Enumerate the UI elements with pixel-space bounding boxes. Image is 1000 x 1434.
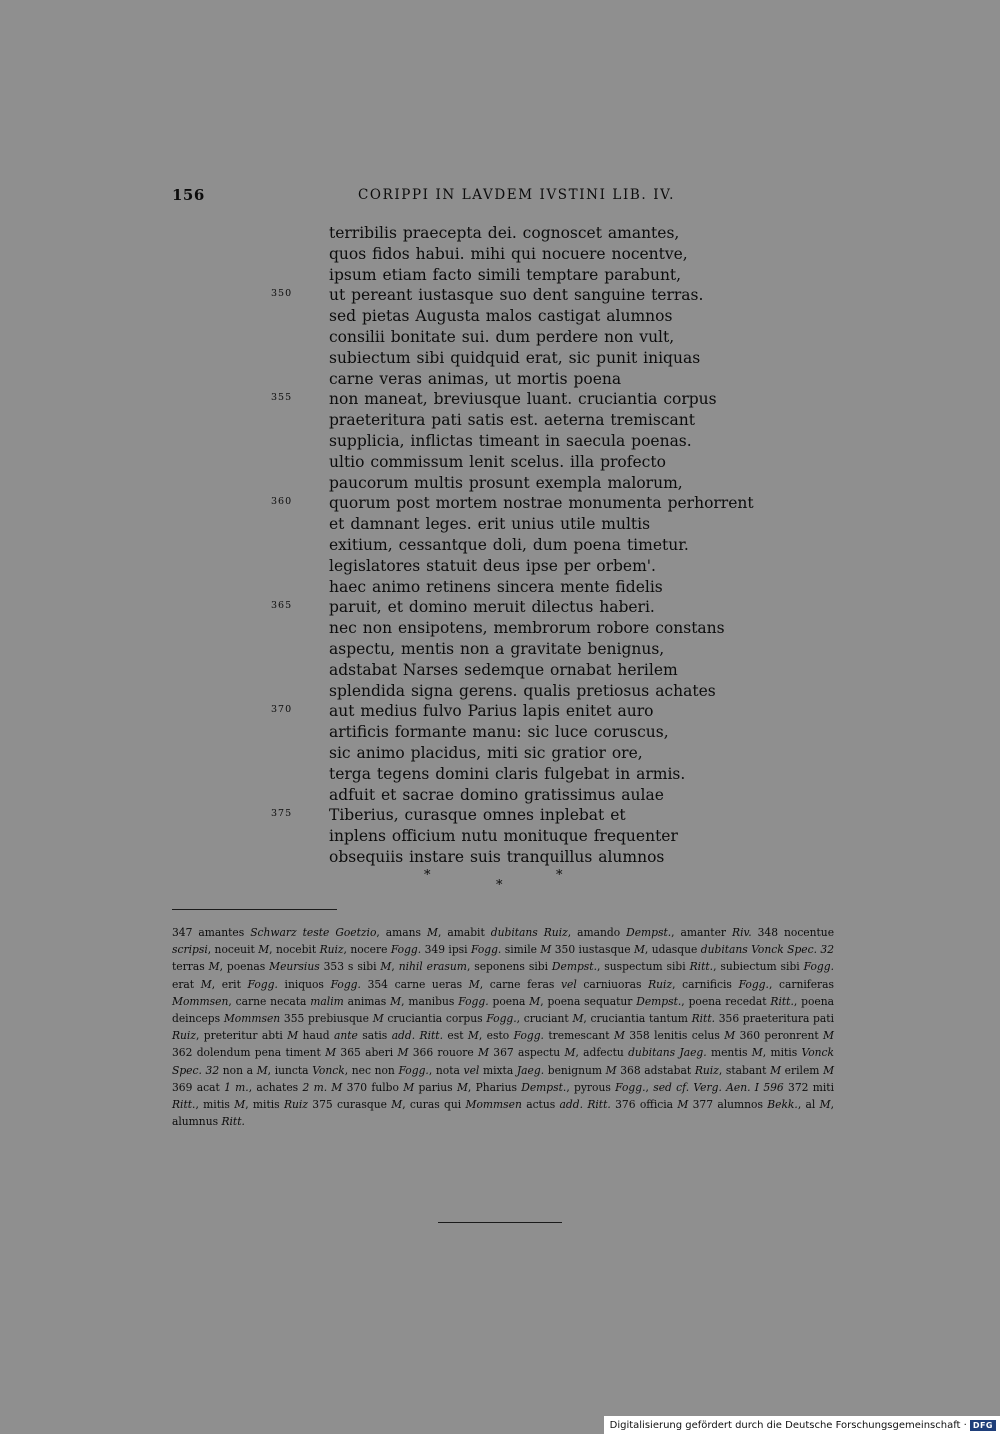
apparatus-segment: , carnificis (672, 977, 739, 991)
apparatus-siglum: M (456, 1080, 468, 1094)
verse-line (0, 764, 1000, 785)
apparatus-siglum: Vonck (312, 1063, 345, 1077)
verse-text: Tiberius, curasque omnes inplebat et (329, 806, 626, 825)
apparatus-segment: 355 prebiusque (280, 1012, 373, 1026)
verse-line (0, 618, 1000, 639)
apparatus-segment: , amabit (437, 926, 491, 939)
apparatus-siglum: Fogg. (486, 1012, 517, 1026)
verse-line (0, 223, 1000, 244)
verse-number: 350 (271, 288, 293, 300)
verse-text: aspectu, mentis non a gravitate benignus, (329, 639, 665, 658)
verse-text: artificis formante manu: sic luce coruscus, (329, 723, 669, 742)
apparatus-segment: 366 rouore (408, 1046, 479, 1060)
apparatus-segment: 365 aberi (336, 1046, 398, 1060)
apparatus-siglum: M (397, 1046, 409, 1060)
apparatus-segment: 377 alumnos (688, 1098, 768, 1112)
asterisk: * (556, 868, 563, 883)
apparatus-siglum: Riv. (732, 926, 752, 939)
apparatus-segment: , poena deinceps (172, 994, 834, 1026)
apparatus-segment: , pyrous (566, 1080, 616, 1094)
verse-number: 360 (271, 496, 293, 508)
verse-text: non maneat, breviusque luant. cruciantia corpus (329, 390, 717, 409)
verse-line (0, 493, 1000, 514)
verse-line (0, 785, 1000, 806)
apparatus-segment: mixta (479, 1063, 517, 1077)
apparatus-segment: , nocere (343, 943, 391, 957)
verse-text: praeteritura pati satis est. aeterna tremiscant (329, 411, 695, 430)
footnote-rule (172, 909, 337, 910)
apparatus-siglum: sed cf. Verg. Aen. I 596 (653, 1080, 784, 1094)
asterisk: * (424, 868, 431, 883)
apparatus-siglum: Mommsen (172, 994, 229, 1008)
apparatus-siglum: 2 m. M (302, 1080, 343, 1094)
apparatus-siglum: Ritt. (172, 1098, 196, 1112)
apparatus-segment: , erit (211, 977, 248, 991)
apparatus-siglum: add. Ritt. (391, 1029, 443, 1043)
apparatus-segment: , (645, 1080, 654, 1094)
apparatus-siglum: Fogg. (398, 1063, 429, 1077)
digitization-banner (604, 1416, 1000, 1434)
verse-number: 375 (271, 808, 293, 820)
apparatus-siglum: M (390, 994, 402, 1008)
apparatus-segment: 358 lenitis celus (624, 1029, 725, 1043)
apparatus-segment: , carne feras (479, 977, 561, 991)
verse-number: 370 (271, 704, 293, 716)
apparatus-segment: , poena sequatur (540, 994, 637, 1008)
end-rule (438, 1222, 562, 1223)
verse-text: haec animo retinens sincera mente fidelis (329, 577, 663, 596)
apparatus-siglum: M (751, 1046, 763, 1060)
verse-line (0, 431, 1000, 452)
verse-text: ipsum etiam facto simili temptare parabunt, (329, 265, 682, 284)
verse-line (0, 805, 1000, 826)
verse-text: splendida signa gerens. qualis pretiosus achates (329, 681, 716, 700)
apparatus-segment: , carne necata (228, 994, 311, 1008)
apparatus-segment: iniquos (277, 977, 331, 991)
apparatus-segment: , poena recedat (681, 994, 771, 1008)
apparatus-siglum: M (605, 1063, 617, 1077)
apparatus-siglum: Dempst. (626, 926, 672, 939)
verse-text: legislatores statuit deus ipse per orbem'. (329, 556, 656, 575)
apparatus-siglum: Ritt. (221, 1115, 245, 1129)
verse-line (0, 265, 1000, 286)
apparatus-siglum: Ritt. (689, 960, 714, 974)
apparatus-siglum: dubitans Ruiz (490, 926, 568, 939)
apparatus-siglum: Fogg. (390, 943, 422, 957)
apparatus-siglum: vel (463, 1063, 480, 1077)
apparatus-siglum: Schwarz teste Goetzio (250, 926, 377, 939)
apparatus-segment: , achates (248, 1080, 303, 1094)
apparatus-siglum: M (325, 1046, 337, 1060)
verse-text: terga tegens domini claris fulgebat in armis. (329, 764, 686, 783)
apparatus-segment: , cruciant (516, 1012, 573, 1026)
apparatus-segment: 360 peronrent (735, 1029, 824, 1043)
verse-line (0, 389, 1000, 410)
apparatus-siglum: M (823, 1063, 835, 1077)
apparatus-siglum: M (403, 1080, 415, 1094)
apparatus-segment: , suspectum sibi (596, 960, 690, 974)
apparatus-segment: est (443, 1029, 468, 1043)
apparatus-segment: , Pharius (467, 1080, 522, 1094)
apparatus-segment: , stabant (718, 1063, 771, 1077)
verse-line (0, 722, 1000, 743)
apparatus-siglum: M (770, 1063, 782, 1077)
apparatus-segment: , manibus (401, 994, 459, 1008)
running-head: CORIPPI IN LAVDEM IVSTINI LIB. IV. (358, 187, 676, 203)
apparatus-siglum: M (234, 1098, 246, 1112)
critical-apparatus (172, 924, 834, 1130)
verse-line (0, 473, 1000, 494)
verse-line (0, 660, 1000, 681)
verse-text: quos fidos habui. mihi qui nocuere nocentve, (329, 244, 688, 263)
verse-line (0, 681, 1000, 702)
apparatus-siglum: M (372, 1012, 384, 1026)
apparatus-siglum: Ritt. (770, 994, 794, 1008)
apparatus-segment: , alumnus (172, 1098, 834, 1129)
apparatus-siglum: M (468, 977, 480, 991)
apparatus-siglum: Fogg. (803, 960, 834, 974)
apparatus-segment: , amando (567, 926, 627, 939)
apparatus-segment: 370 fulbo (342, 1080, 404, 1094)
apparatus-siglum: M (380, 960, 392, 974)
apparatus-siglum: M (258, 943, 270, 957)
verse-line (0, 452, 1000, 473)
apparatus-siglum: Jaeg. (516, 1063, 545, 1077)
apparatus-segment: , noceuit (207, 943, 259, 957)
verse-line (0, 514, 1000, 535)
verse-number: 365 (271, 600, 293, 612)
verse-block (0, 223, 1000, 868)
apparatus-siglum: M (633, 943, 645, 957)
apparatus-siglum: M (208, 960, 220, 974)
apparatus-siglum: vel (560, 977, 577, 991)
verse-line (0, 369, 1000, 390)
apparatus-siglum: scripsi (172, 943, 208, 957)
apparatus-segment: tremescant (543, 1029, 614, 1043)
apparatus-siglum: 1 m. (224, 1080, 249, 1094)
apparatus-siglum: Fogg. (330, 977, 361, 991)
verse-text: et damnant leges. erit unius utile multis (329, 515, 651, 534)
apparatus-segment: haud (298, 1029, 334, 1043)
verse-text: adstabat Narses sedemque ornabat herilem (329, 660, 678, 679)
verse-text: sed pietas Augusta malos castigat alumnos (329, 307, 673, 326)
apparatus-siglum: M (572, 1012, 584, 1026)
apparatus-siglum: Ruiz (694, 1063, 719, 1077)
verse-line (0, 577, 1000, 598)
apparatus-segment: 375 curasque (307, 1098, 392, 1112)
apparatus-segment: 348 nocentue (751, 926, 835, 939)
apparatus-segment: satis (357, 1029, 392, 1043)
apparatus-segment: carniuoras (576, 977, 649, 991)
apparatus-segment: 368 adstabat (616, 1063, 695, 1077)
apparatus-segment: , mitis (245, 1098, 284, 1112)
apparatus-segment: , nota (428, 1063, 464, 1077)
verse-line (0, 327, 1000, 348)
verse-text: paruit, et domino meruit dilectus haberi. (329, 598, 655, 617)
verse-line (0, 535, 1000, 556)
apparatus-segment: 367 aspectu (488, 1046, 565, 1060)
apparatus-siglum: Meursius (269, 960, 320, 974)
verse-line (0, 410, 1000, 431)
apparatus-siglum: Ruiz (648, 977, 673, 991)
apparatus-segment: 347 amantes (172, 926, 251, 939)
asterism-divider (420, 868, 580, 892)
apparatus-segment: , carniferas (768, 977, 834, 991)
apparatus-siglum: Fogg. (458, 994, 489, 1008)
apparatus-segment: , iuncta (267, 1063, 313, 1077)
apparatus-segment: parius (414, 1080, 457, 1094)
apparatus-siglum: M (677, 1098, 689, 1112)
verse-line (0, 743, 1000, 764)
apparatus-siglum: Fogg. (470, 943, 502, 957)
verse-line (0, 639, 1000, 660)
apparatus-siglum: M (529, 994, 541, 1008)
verse-text: consilii bonitate sui. dum perdere non vult, (329, 327, 675, 346)
verse-line (0, 306, 1000, 327)
apparatus-siglum: Bekk. (767, 1098, 798, 1112)
verse-text: subiectum sibi quidquid erat, sic punit iniquas (329, 348, 701, 367)
apparatus-siglum: M (819, 1098, 831, 1112)
verse-text: inplens officium nutu monituque frequenter (329, 827, 678, 846)
apparatus-siglum: Ruiz (284, 1098, 308, 1112)
apparatus-segment: , esto (478, 1029, 514, 1043)
apparatus-segment: erat (172, 977, 201, 991)
apparatus-siglum: Ritt. (691, 1012, 716, 1026)
apparatus-siglum: Ruiz (319, 943, 344, 957)
apparatus-segment: animas (343, 994, 391, 1008)
apparatus-segment: cruciantia corpus (383, 1012, 487, 1026)
apparatus-siglum: Dempst. (551, 960, 597, 974)
apparatus-siglum: M (287, 1029, 299, 1043)
apparatus-segment: , poenas (219, 960, 270, 974)
apparatus-siglum: Dempst. (636, 994, 682, 1008)
verse-text: exitium, cessantque doli, dum poena timetur. (329, 535, 689, 554)
apparatus-siglum: M (540, 943, 552, 957)
apparatus-siglum: M (724, 1029, 736, 1043)
apparatus-segment: simile (501, 943, 541, 957)
verse-text: supplicia, inflictas timeant in saecula poenas. (329, 431, 692, 450)
apparatus-siglum: Fogg. (513, 1029, 544, 1043)
apparatus-siglum: Mommsen (223, 1012, 281, 1026)
verse-text: ultio commissum lenit scelus. illa profecto (329, 452, 666, 471)
asterisk: * (496, 878, 503, 893)
apparatus-segment: , subiectum sibi (713, 960, 804, 974)
verse-line (0, 826, 1000, 847)
apparatus-siglum: M (823, 1029, 834, 1043)
apparatus-siglum: Fogg. (247, 977, 278, 991)
verse-text: aut medius fulvo Parius lapis enitet auro (329, 702, 654, 721)
verse-text: nec non ensipotens, membrorum robore constans (329, 619, 725, 638)
verse-text: obsequiis instare suis tranquillus alumnos (329, 847, 665, 866)
apparatus-segment: , preteritur abti (195, 1029, 288, 1043)
apparatus-segment: , amans (376, 926, 428, 939)
apparatus-segment: poena (488, 994, 530, 1008)
apparatus-siglum: M (391, 1098, 403, 1112)
apparatus-segment: mentis (706, 1046, 752, 1060)
apparatus-siglum: M (613, 1029, 625, 1043)
apparatus-segment: , nocebit (269, 943, 320, 957)
apparatus-siglum: Ruiz (172, 1029, 196, 1043)
apparatus-segment: benignum (544, 1063, 606, 1077)
apparatus-segment: , nec non (344, 1063, 399, 1077)
verse-line (0, 348, 1000, 369)
apparatus-siglum: M (478, 1046, 489, 1060)
verse-line (0, 285, 1000, 306)
apparatus-segment: , (391, 960, 399, 974)
apparatus-segment: , udasque (644, 943, 701, 957)
apparatus-segment: 369 acat (172, 1080, 225, 1094)
apparatus-segment: , amanter (671, 926, 733, 939)
verse-text: sic animo placidus, miti sic gratior ore, (329, 743, 643, 762)
apparatus-segment: , mitis (195, 1098, 235, 1112)
apparatus-siglum: Dempst. (521, 1080, 567, 1094)
apparatus-segment: 376 officia (610, 1098, 678, 1112)
apparatus-siglum: M (200, 977, 212, 991)
apparatus-siglum: malim (310, 994, 344, 1008)
apparatus-siglum: Fogg. (615, 1080, 646, 1094)
apparatus-siglum: add. Ritt. (559, 1098, 611, 1112)
apparatus-siglum: dubitans Vonck Spec. 32 (700, 943, 835, 957)
apparatus-siglum: M (467, 1029, 479, 1043)
apparatus-siglum: M (427, 926, 438, 939)
verse-line (0, 701, 1000, 722)
apparatus-segment: 350 iustasque (551, 943, 634, 957)
apparatus-segment: , adfectu (575, 1046, 629, 1060)
apparatus-segment: non a (219, 1063, 257, 1077)
apparatus-siglum: ante (333, 1029, 358, 1043)
verse-text: ut pereant iustasque suo dent sanguine terras. (329, 286, 704, 305)
apparatus-segment: , mitis (762, 1046, 802, 1060)
verse-text: terribilis praecepta dei. cognoscet amantes, (329, 224, 680, 242)
apparatus-segment: , al (797, 1098, 820, 1112)
apparatus-segment: , seponens sibi (466, 960, 552, 974)
verse-line (0, 597, 1000, 618)
apparatus-segment: , curas qui (402, 1098, 466, 1112)
apparatus-siglum: dubitans Jaeg. (628, 1046, 707, 1060)
apparatus-segment: 362 dolendum pena timent (172, 1046, 326, 1060)
page-number: 156 (172, 186, 205, 204)
verse-number: 355 (271, 392, 293, 404)
apparatus-segment: 353 s sibi (319, 960, 381, 974)
verse-text: carne veras animas, ut mortis poena (329, 369, 622, 388)
apparatus-segment: 354 carne ueras (360, 977, 469, 991)
verse-text: quorum post mortem nostrae monumenta perhorrent (329, 494, 754, 513)
apparatus-segment: , cruciantia tantum (583, 1012, 692, 1026)
apparatus-siglum: M (256, 1063, 268, 1077)
verse-text: adfuit et sacrae domino gratissimus aulae (329, 785, 664, 804)
apparatus-siglum: Vonck Spec. 32 (172, 1046, 835, 1077)
dfg-logo-icon: DFG (970, 1420, 996, 1431)
apparatus-siglum: Mommsen (465, 1098, 522, 1112)
apparatus-segment: erilem (781, 1063, 824, 1077)
apparatus-segment: 372 miti (783, 1080, 835, 1094)
apparatus-siglum: M (564, 1046, 576, 1060)
apparatus-siglum: nihil erasum (398, 960, 467, 974)
digitization-credit: Digitalisierung gefördert durch die Deutsche Forschungsgemeinschaft · (609, 1419, 967, 1431)
apparatus-segment: actus (521, 1098, 560, 1112)
verse-text: paucorum multis prosunt exempla malorum, (329, 473, 683, 492)
apparatus-siglum: Fogg. (738, 977, 769, 991)
verse-line (0, 847, 1000, 868)
apparatus-segment: terras (172, 960, 209, 974)
verse-line (0, 244, 1000, 265)
apparatus-segment: 356 praeteritura pati (715, 1012, 834, 1026)
apparatus-segment: 349 ipsi (421, 943, 471, 957)
verse-line (0, 556, 1000, 577)
